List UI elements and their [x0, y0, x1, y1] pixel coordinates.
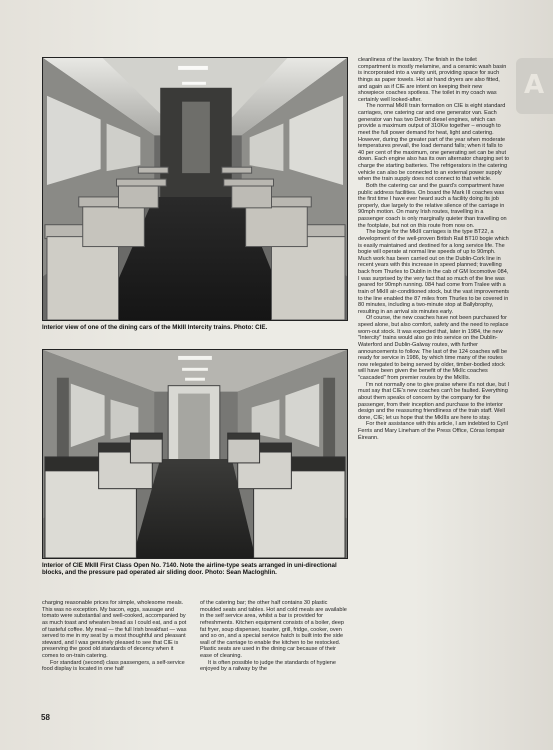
paragraph: charging reasonable prices for simple, wholesome meals. This was no exception. My bacon, eggs, sausage and tomato were substantial and well-cooked, accompanied by as much toast and wheaten bread as I could eat, and a pot of tasteful coffee. My meal — the full Irish breakfast — was served to me in my seat by a most thoughtful and pleasant steward, and I was genuinely pleased to see that CIE is preserving the good old standards of decency when it comes to on-train catering.: [42, 600, 187, 659]
section-tab-letter: A: [524, 70, 545, 100]
paragraph: It is often possible to judge the standards of hygiene enjoyed by a railway by the: [200, 659, 336, 673]
photo-caption-first-class: Interior of CIE MkIII First Class Open No. 7140. Note the airline-type seats arranged in uni-directional blocks, and the pressure pad operated air sliding door. Photo: Sean Macloghlin.: [42, 562, 337, 577]
paragraph: For their assistance with this article, I am indebted to Cyril Ferris and Mary Lineham of the Press Office, Córas Iompair Éireann.: [358, 421, 508, 441]
photo-first-class-open: [42, 349, 348, 559]
paragraph: Of course, the new coaches have not been purchased for speed alone, but also comfort, safety and the need to replace worn-out stock. It was expected that, later in 1984, the new "Intercity" trains would also go into service on the Dublin-Waterford and Dublin-Galway routes, with further announcements to follow. The last of the 124 coaches will be ready for service in 1986, by which time many of the routes now relegated to being served by older, timber-bodied stock will have been given the benefit of the MkIIc coaches "cascaded" from premier routes by the MkIIIs.: [358, 315, 509, 381]
page-number: 58: [41, 713, 50, 722]
article-column-right: [358, 57, 510, 441]
paragraph: For standard (second) class passengers, a self-service food display is located in one half: [42, 659, 185, 673]
paragraph: cleanliness of the lavatory. The finish in the toilet compartment is mostly melamine, and a ceramic wash basin is incorporated into a vanity unit, providing space for such things as paper towels. Hot air hand dryers are also fitted, and again as if CIE are intent on keeping their new showpiece coaches spotless. The toilet in my coach was certainly well looked-after.: [358, 57, 507, 103]
section-tab: [516, 58, 553, 114]
paragraph: The normal MkIII train formation on CIE is eight standard carriages, one catering car and one generator van. Each generator van has two Detroit diesel engines, which can provide a maximum output of 310Kw together – enough to meet the full power demand for heat, light and catering. However, during the greater part of the year when moderate temperatures prevail, the load demand falls; when it falls to 40 per cent of the maximum, one generating set can be shut down. Each engine also has its own alternator charging set to charge the starting batteries. The refrigerators in the catering vehicle can also be connected to an external power supply when the train supply does not connect to that vehicle.: [358, 103, 510, 183]
dining-car-image: [43, 58, 347, 320]
paragraph: The bogie for the MkIII carriages is the type BT22, a development of the well-proven British Rail BT10 bogie which is easily maintained and destined for a long service life. The bogie will operate at normal line speeds of up to 90mph. Much work has been carried out on the Dublin-Cork line in recent years with this increase in speed planned; travelling back from Thurles to Dublin in the cab of GM locomotive 084, I was surprised by the very fact that so much of the line was geared for 90mph running. 084 had come from Tralee with a train of MkIII air-conditioned stock, but the vast improvements to the line enabled the 87 miles from Thurles to be covered in 80 minutes, including a two-minute stop at Ballybrophy, resulting in an arrival six minutes early.: [358, 229, 510, 315]
photo-caption-dining-car: Interior view of one of the dining cars of the MkIII Intercity trains. Photo: CIE.: [42, 324, 268, 331]
photo-dining-car: [42, 57, 348, 321]
article-column-left: [42, 600, 188, 673]
paragraph: I'm not normally one to give praise where it's not due, but I must say that CIE's new coaches can't be faulted. Everything about them speaks of concern by the company for the passenger, from their inception and purchase to the interior design and the reassuring friendliness of the train staff. Well done, CIE; let us hope that the MkIIIs are here to stay.: [358, 381, 510, 421]
first-class-image: [43, 350, 347, 558]
article-column-middle: [200, 600, 348, 673]
paragraph: of the catering bar; the other half contains 30 plastic moulded seats and tables. Hot and cold meals are available in the self service area, whilst a bar is provided for refreshments. Kitchen equipment consists of a boiler, deep fat fryer, soup dispenser, toaster, grill, fridge, cooker, oven and so on, and a special service hatch is built into the side wall of the carriage to enable the kitchen to be restocked. Plastic seats are used in the dining car because of their ease of cleaning.: [200, 600, 347, 659]
paragraph: Both the catering car and the guard's compartment have public address facilities. On board the Mark III coaches was the first time I have ever heard such a facility doing its job properly, due largely to the relative silence of the carriage in 90mph motion. On many Irish routes, travelling in a passenger coach is only marginally quieter than travelling on the footplate, but not on this route from now on.: [358, 182, 507, 229]
